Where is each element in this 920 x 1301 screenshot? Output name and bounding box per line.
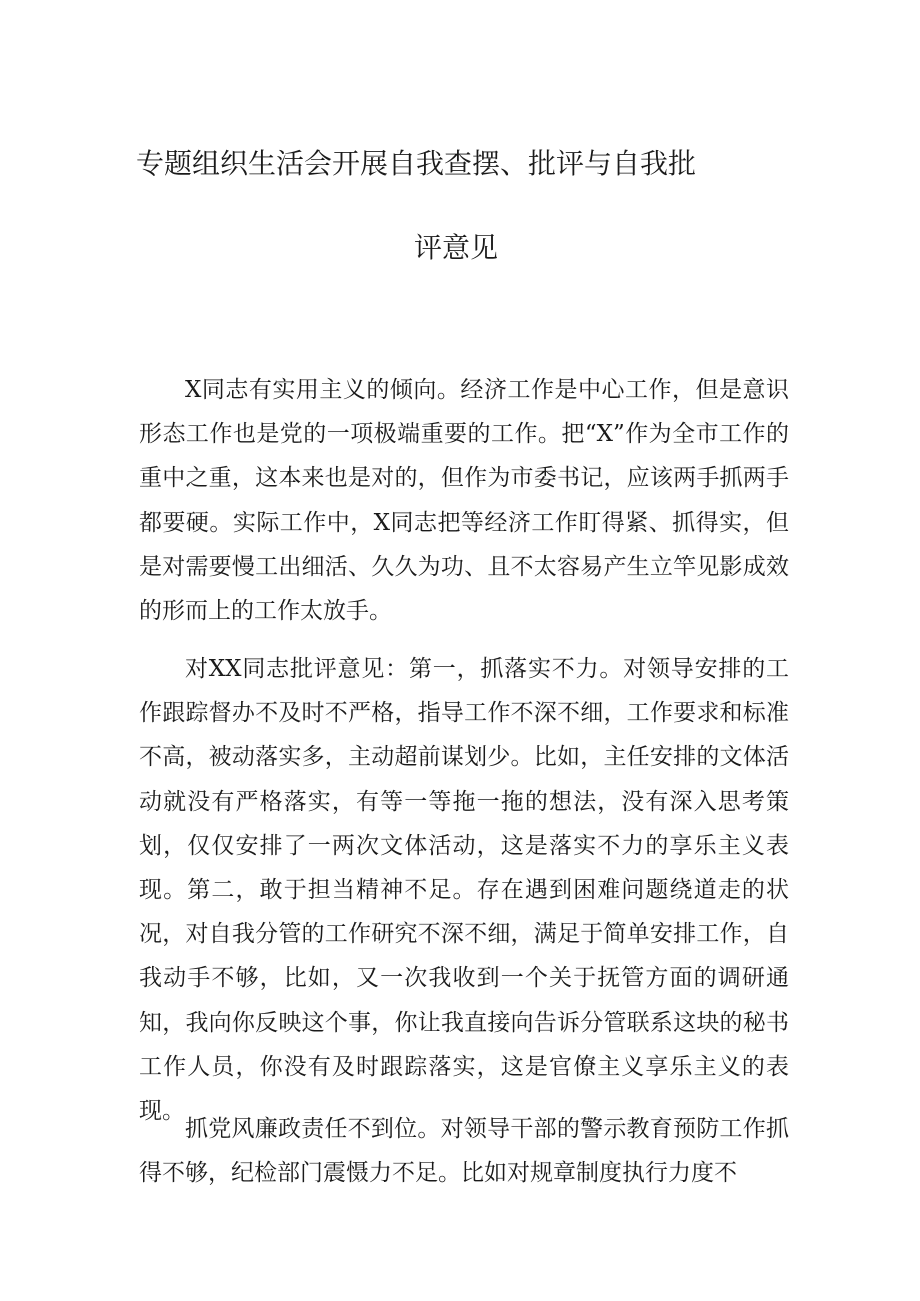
paragraph-2: 对XX同志批评意见：第一，抓落实不力。对领导安排的工作跟踪督办不及时不严格，指导工作不深不细，工作要求和标准不高，被动落实多，主动超前谋划少。比如，主任安排的文体活动就没有严格落实，有等一等拖一拖的想法，没有深入思考策划，仅仅安排了一两次文体活动，这是落实不力的享乐主义表现。第二，敢于担当精神不足。存在遇到困难问题绕道走的状况，对自我分管的工作研究不深不细，满足于简单安排工作，自我动手不够，比如，又一次我收到一个关于抚管方面的调研通知，我向你反映这个事，你让我直接向告诉分管联系这块的秘书工作人员，你没有及时跟踪落实，这是官僚主义享乐主义的表现。 bbox=[139, 656, 789, 1125]
paragraph-3: 抓党风廉政责任不到位。对领导干部的警示教育预防工作抓得不够，纪检部门震慑力不足。比如对规章制度执行力度不 bbox=[139, 1116, 789, 1187]
document-title-line-1: 专题组织生活会开展自我查摆、批评与自我批 bbox=[136, 147, 697, 180]
document-title-line-2: 评意见 bbox=[413, 231, 498, 264]
paragraph-1: X同志有实用主义的倾向。经济工作是中心工作，但是意识形态工作也是党的一项极端重要的工作。把“X”作为全市工作的重中之重，这本来也是对的，但作为市委书记，应该两手抓两手都要硬。实际工作中，X同志把等经济工作盯得紧、抓得实，但是对需要慢工出细活、久久为功、且不太容易产生立竿见影成效的形而上的工作太放手。 bbox=[139, 377, 789, 625]
